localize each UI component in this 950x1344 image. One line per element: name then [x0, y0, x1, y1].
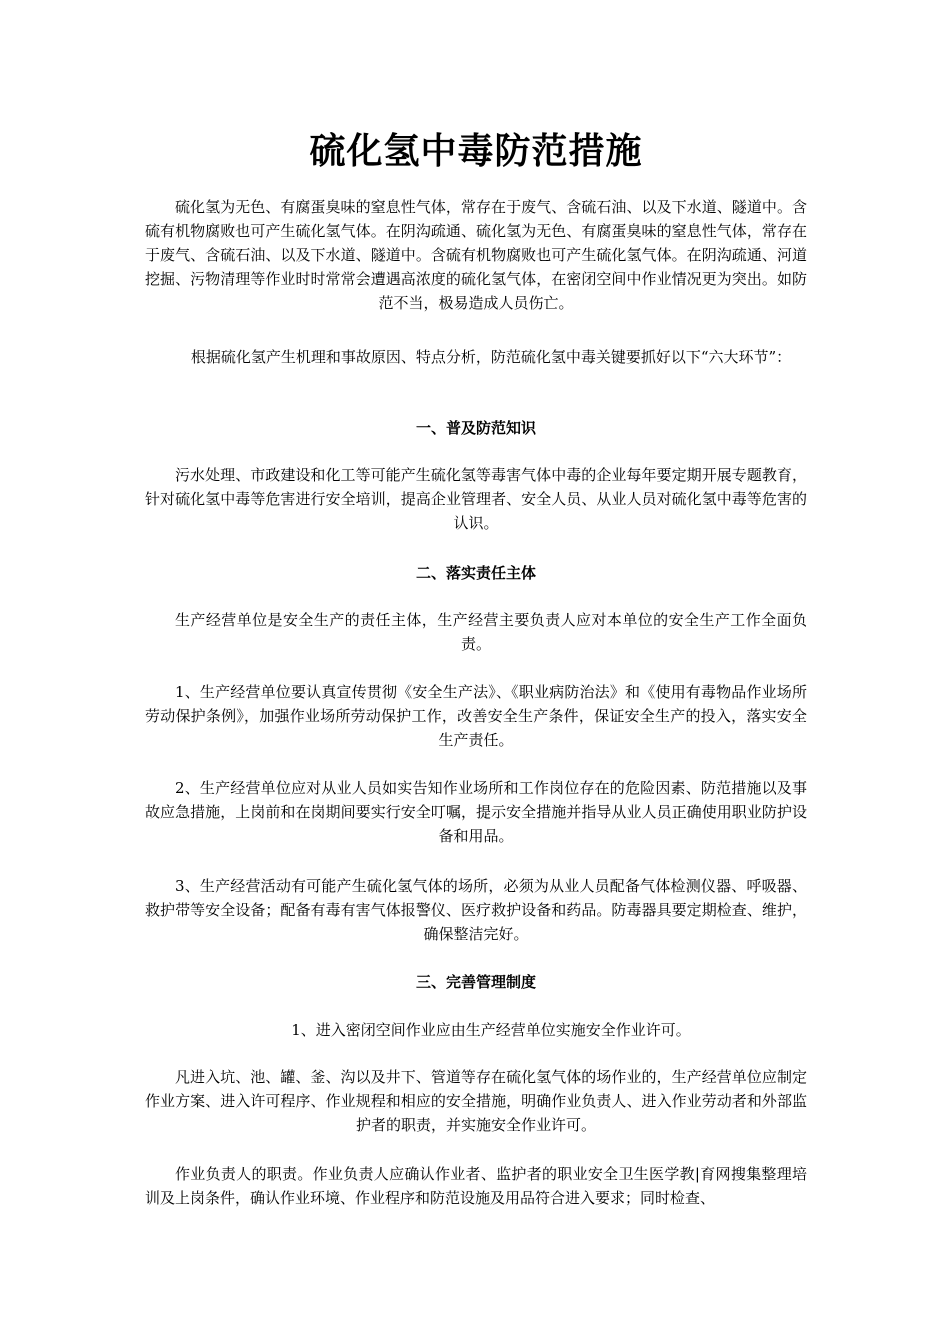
intro-paragraph-2: 根据硫化氢产生机理和事故原因、特点分析，防范硫化氢中毒关键要抓好以下“六大环节”：	[190, 348, 792, 366]
section-3-heading: 三、完善管理制度	[415, 973, 536, 991]
section-2-paragraph-3: 2、生产经营单位应对从业人员如实告知作业场所和工作岗位存在的危险因素、防范措施以及事故应急措施，上岗前和在岗期间要实行安全叮嘱，提示安全措施并指导从业人员正确使用职业防护设备和用品。	[145, 779, 807, 845]
document-title: 硫化氢中毒防范措施	[309, 131, 643, 172]
section-2-paragraph-2: 1、生产经营单位要认真宣传贯彻《安全生产法》、《职业病防治法》和《使用有毒物品作业场所劳动保护条例》，加强作业场所劳动保护工作，改善安全生产条件，保证安全生产的投入，落实安全生产责任。	[145, 683, 807, 749]
section-1-heading: 一、普及防范知识	[415, 419, 536, 437]
section-1-paragraph-1: 污水处理、市政建设和化工等可能产生硫化氢等毒害气体中毒的企业每年要定期开展专题教育，针对硫化氢中毒等危害进行安全培训，提高企业管理者、安全人员、从业人员对硫化氢中毒等危害的认识。	[145, 466, 807, 532]
section-2-heading: 二、落实责任主体	[415, 564, 536, 582]
section-3-paragraph-3: 作业负责人的职责。作业负责人应确认作业者、监护者的职业安全卫生医学教|育网搜集整理培训及上岗条件，确认作业环境、作业程序和防范设施及用品符合进入要求；同时检查、	[145, 1165, 807, 1207]
section-2-paragraph-1: 生产经营单位是安全生产的责任主体，生产经营主要负责人应对本单位的安全生产工作全面负责。	[175, 611, 807, 653]
section-2-paragraph-4: 3、生产经营活动有可能产生硫化氢气体的场所，必须为从业人员配备气体检测仪器、呼吸器、救护带等安全设备；配备有毒有害气体报警仪、医疗救护设备和药品。防毒器具要定期检查、维护，确保整洁完好。	[145, 877, 807, 943]
section-3-paragraph-1: 1、进入密闭空间作业应由生产经营单位实施安全作业许可。	[291, 1021, 691, 1039]
section-3-paragraph-2: 凡进入坑、池、罐、釜、沟以及井下、管道等存在硫化氢气体的场作业的，生产经营单位应制定作业方案、进入许可程序、作业规程和相应的安全措施，明确作业负责人、进入作业劳动者和外部监护者的职责，并实施安全作业许可。	[145, 1068, 807, 1134]
intro-paragraph-1: 硫化氢为无色、有腐蛋臭味的窒息性气体，常存在于废气、含硫石油、以及下水道、隧道中。含硫有机物腐败也可产生硫化氢气体。在阴沟疏通、硫化氢为无色、有腐蛋臭味的窒息性气体，常存在于废气、含硫石油、以及下水道、隧道中。含硫有机物腐败也可产生硫化氢气体。在阴沟疏通、河道挖掘、污物清理等作业时时常常会遭遇高浓度的硫化氢气体，在密闭空间中作业情况更为突出。如防范不当，极易造成人员伤亡。	[145, 198, 807, 312]
